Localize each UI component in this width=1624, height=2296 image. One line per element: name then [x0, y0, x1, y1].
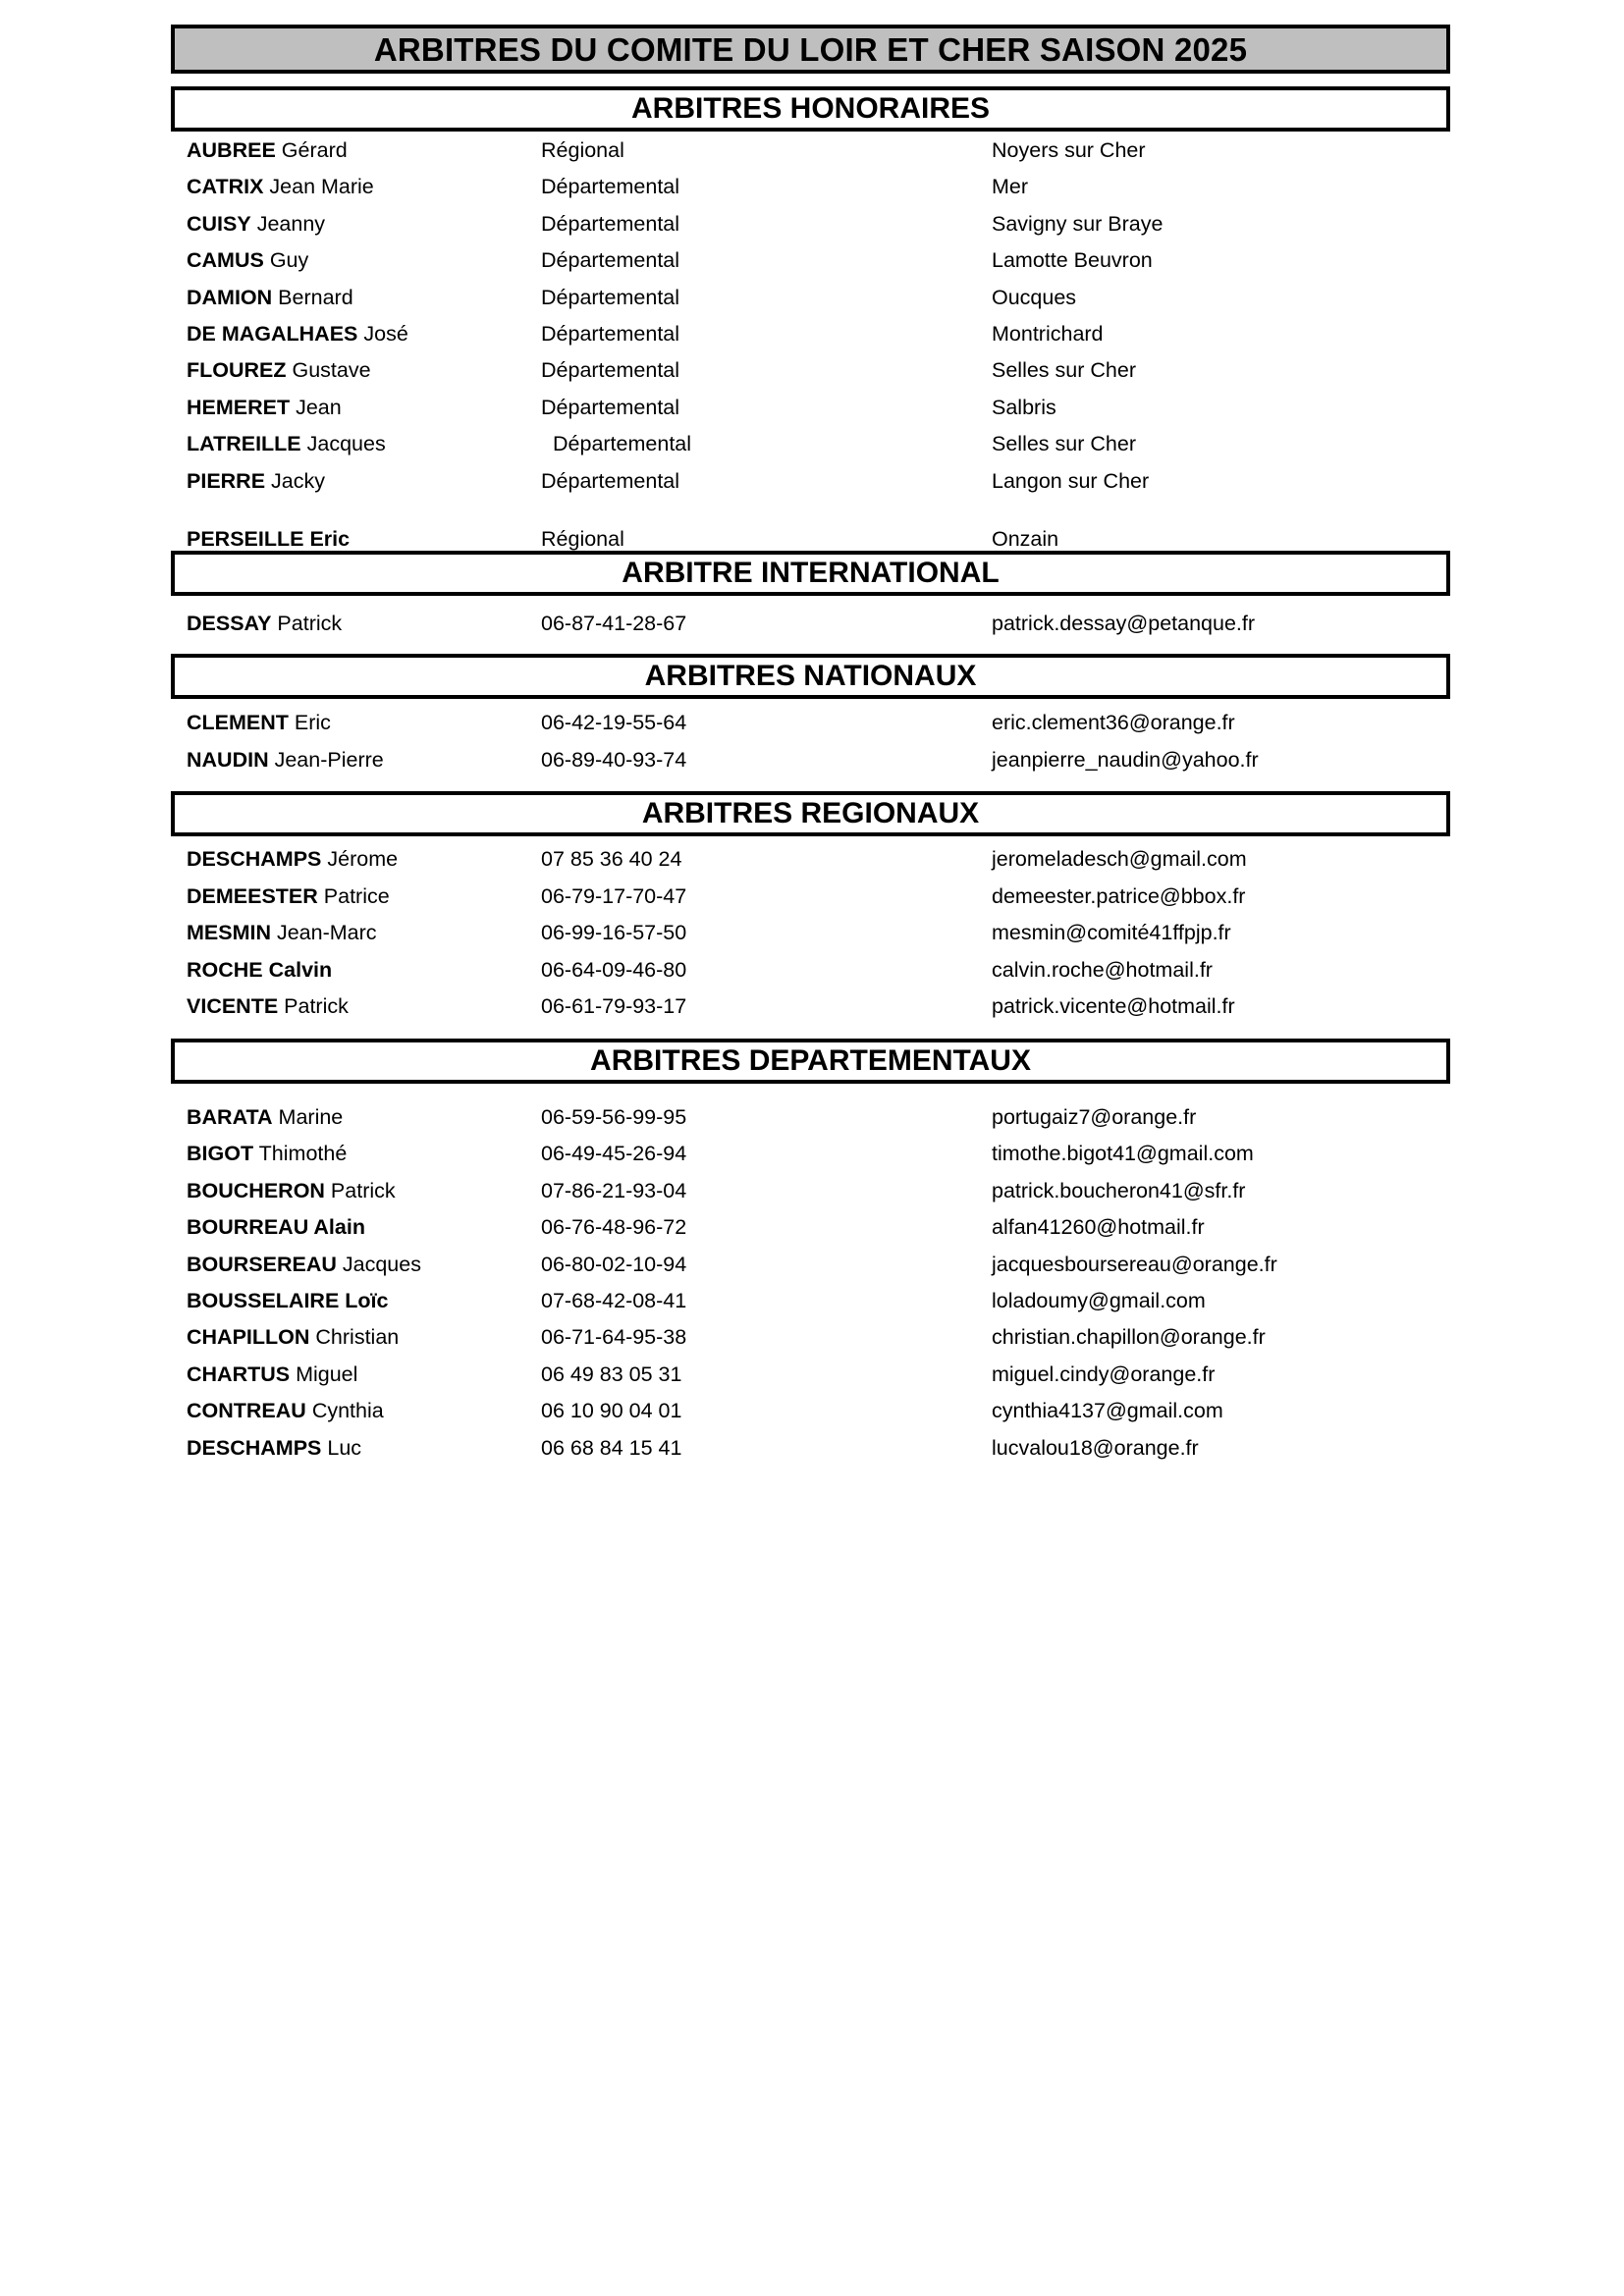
referee-lastname: VICENTE [187, 994, 279, 1019]
referee-email: cynthia4137@gmail.com [992, 1399, 1223, 1423]
referee-lastname: MESMIN [187, 921, 271, 945]
referee-phone: 06-61-79-93-17 [541, 994, 687, 1019]
referee-level: Départemental [553, 432, 692, 456]
referee-level: Départemental [541, 175, 680, 199]
referee-name [187, 745, 384, 774]
table-row [0, 844, 1624, 874]
referee-name [187, 355, 371, 385]
referee-name [187, 609, 342, 638]
referee-lastname: CATRIX [187, 175, 264, 199]
document-title-banner [171, 25, 1450, 74]
table-row [0, 708, 1624, 737]
referee-lastname: DAMION [187, 285, 273, 309]
referee-lastname: AUBREE [187, 138, 276, 162]
referee-name [187, 393, 342, 422]
page-title: ARBITRES DU COMITE DU LOIR ET CHER SAISON 2025 [373, 30, 1248, 68]
referee-phone: 06 68 84 15 41 [541, 1435, 682, 1460]
referee-name [187, 135, 348, 165]
referee-lastname: NAUDIN [187, 747, 269, 772]
referee-firstname: Patrick [278, 994, 349, 1019]
referee-firstname: Gérard [275, 138, 348, 162]
table-row [0, 991, 1624, 1021]
referee-town: Lamotte Beuvron [992, 248, 1153, 273]
referee-name [187, 881, 390, 911]
referee-lastname: DESSAY [187, 612, 272, 635]
referee-firstname: Jacky [265, 468, 325, 493]
referee-town: Onzain [992, 527, 1059, 551]
referee-phone: 06-89-40-93-74 [541, 747, 687, 772]
referee-level: Départemental [541, 358, 680, 383]
referee-phone: 06-42-19-55-64 [541, 711, 687, 734]
referee-name [187, 1360, 357, 1389]
referee-lastname: CUISY [187, 211, 251, 236]
referee-email: demeester.patrice@bbox.fr [992, 883, 1246, 908]
referee-town: Savigny sur Braye [992, 211, 1164, 236]
referee-email: jeanpierre_naudin@yahoo.fr [992, 747, 1259, 772]
table-row [0, 1396, 1624, 1425]
referee-email: miguel.cindy@orange.fr [992, 1362, 1216, 1386]
referee-lastname: CHAPILLON [187, 1325, 310, 1350]
table-row [0, 745, 1624, 774]
referee-lastname: HEMERET [187, 395, 291, 419]
referee-town: Mer [992, 175, 1029, 199]
referee-phone: 06-99-16-57-50 [541, 921, 687, 945]
section-header-label: ARBITRES REGIONAUX [641, 797, 980, 829]
table-row [0, 1286, 1624, 1315]
referee-name [187, 524, 350, 554]
table-row [0, 1250, 1624, 1279]
table-row [0, 466, 1624, 496]
referee-lastname: PIERRE [187, 468, 266, 493]
referee-phone: 06-49-45-26-94 [541, 1142, 687, 1166]
referee-name [187, 1433, 361, 1463]
referee-town: Selles sur Cher [992, 358, 1136, 383]
referee-firstname: Jean-Marc [271, 921, 377, 945]
referee-name [187, 844, 398, 874]
table-row [0, 283, 1624, 312]
referee-lastname: BARATA [187, 1105, 273, 1129]
referee-name [187, 1212, 365, 1242]
referee-lastname: DE MAGALHAES [187, 322, 358, 346]
referee-firstname: Christian [309, 1325, 400, 1350]
referee-firstname: Thimothé [253, 1142, 348, 1166]
referee-name [187, 1322, 399, 1352]
referee-email: alfan41260@hotmail.fr [992, 1215, 1205, 1240]
referee-email: portugaiz7@orange.fr [992, 1105, 1197, 1129]
referee-email: patrick.boucheron41@sfr.fr [992, 1178, 1246, 1202]
referee-firstname: Alain [308, 1215, 365, 1240]
referee-phone: 06-71-64-95-38 [541, 1325, 687, 1350]
referee-name [187, 955, 332, 985]
referee-level: Départemental [541, 395, 680, 419]
referee-name [187, 466, 325, 496]
referee-phone: 06-64-09-46-80 [541, 957, 687, 982]
referee-town: Oucques [992, 285, 1077, 309]
referee-lastname: DESCHAMPS [187, 847, 322, 871]
referee-email: patrick.vicente@hotmail.fr [992, 994, 1235, 1019]
referee-name [187, 918, 377, 947]
referee-email: mesmin@comité41ffpjp.fr [992, 921, 1231, 945]
section-header-label: ARBITRE INTERNATIONAL [622, 557, 1000, 589]
referee-name [187, 1102, 343, 1132]
referee-phone: 06 49 83 05 31 [541, 1362, 682, 1386]
referee-town: Langon sur Cher [992, 468, 1150, 493]
referee-firstname: Eric [303, 527, 351, 551]
referee-email: lucvalou18@orange.fr [992, 1435, 1199, 1460]
table-row [0, 429, 1624, 458]
table-row [0, 172, 1624, 201]
referee-phone: 06-76-48-96-72 [541, 1215, 687, 1240]
referee-name [187, 172, 374, 201]
referee-firstname: Jeanny [250, 211, 326, 236]
referee-firstname: Jacques [336, 1252, 421, 1276]
referee-town: Montrichard [992, 322, 1104, 346]
referee-town: Selles sur Cher [992, 432, 1136, 456]
table-row [0, 955, 1624, 985]
referee-phone: 06-59-56-99-95 [541, 1105, 687, 1129]
referee-lastname: BOURSEREAU [187, 1252, 337, 1276]
referee-town: Noyers sur Cher [992, 138, 1146, 162]
referee-level: Départemental [541, 248, 680, 273]
table-row [0, 1433, 1624, 1463]
referee-lastname: CLEMENT [187, 711, 289, 734]
referee-lastname: BIGOT [187, 1142, 254, 1166]
referee-email: calvin.roche@hotmail.fr [992, 957, 1213, 982]
referee-phone: 07-68-42-08-41 [541, 1289, 687, 1312]
referee-name [187, 319, 408, 348]
referee-lastname: DESCHAMPS [187, 1435, 322, 1460]
referee-town: Salbris [992, 395, 1056, 419]
referee-email: eric.clement36@orange.fr [992, 711, 1235, 734]
table-row [0, 209, 1624, 239]
table-row [0, 609, 1624, 638]
referee-name [187, 283, 353, 312]
referee-level: Régional [541, 527, 624, 551]
referee-firstname: Jean [290, 395, 342, 419]
referee-lastname: PERSEILLE [187, 527, 304, 551]
referee-lastname: BOUSSELAIRE [187, 1289, 340, 1312]
table-row [0, 319, 1624, 348]
referee-lastname: BOURREAU [187, 1215, 309, 1240]
referee-email: jeromeladesch@gmail.com [992, 847, 1247, 871]
referee-name [187, 1286, 388, 1315]
referee-firstname: Jérome [321, 847, 399, 871]
referee-firstname: José [357, 322, 408, 346]
referee-lastname: CONTREAU [187, 1399, 306, 1423]
referee-lastname: CAMUS [187, 248, 264, 273]
section-header-nationaux [171, 654, 1450, 699]
referee-firstname: Guy [263, 248, 309, 273]
table-row [0, 393, 1624, 422]
referee-phone: 06-80-02-10-94 [541, 1252, 687, 1276]
referee-level: Départemental [541, 211, 680, 236]
referee-name [187, 429, 386, 458]
table-row [0, 1176, 1624, 1205]
table-row [0, 1102, 1624, 1132]
table-row [0, 1212, 1624, 1242]
referee-phone: 07-86-21-93-04 [541, 1178, 687, 1202]
referee-name [187, 245, 308, 275]
referee-email: loladoumy@gmail.com [992, 1289, 1206, 1312]
referee-lastname: BOUCHERON [187, 1178, 325, 1202]
referee-name [187, 1139, 347, 1168]
referee-firstname: Jean-Pierre [268, 747, 384, 772]
referee-lastname: ROCHE [187, 957, 263, 982]
referee-lastname: LATREILLE [187, 432, 301, 456]
table-row [0, 1322, 1624, 1352]
table-row [0, 881, 1624, 911]
table-row [0, 355, 1624, 385]
section-header-label: ARBITRES NATIONAUX [644, 660, 977, 692]
table-row [0, 1139, 1624, 1168]
referee-firstname: Jean Marie [263, 175, 374, 199]
referee-email: christian.chapillon@orange.fr [992, 1325, 1266, 1350]
referee-lastname: FLOUREZ [187, 358, 287, 383]
section-header-international [171, 551, 1450, 596]
referee-firstname: Patrick [324, 1178, 396, 1202]
referee-firstname: Cynthia [305, 1399, 384, 1423]
table-row [0, 524, 1624, 554]
referee-level: Départemental [541, 285, 680, 309]
referee-phone: 06 10 90 04 01 [541, 1399, 682, 1423]
section-header-label: ARBITRES HONORAIRES [630, 92, 991, 125]
referee-firstname: Miguel [290, 1362, 358, 1386]
referee-firstname: Calvin [262, 957, 333, 982]
section-header-departementaux [171, 1039, 1450, 1084]
referee-level: Départemental [541, 322, 680, 346]
section-header-honoraires [171, 86, 1450, 132]
referee-firstname: Eric [288, 711, 331, 734]
referee-name [187, 1250, 421, 1279]
table-row [0, 245, 1624, 275]
referee-firstname: Gustave [286, 358, 371, 383]
referee-name [187, 1176, 396, 1205]
referee-firstname: Loïc [339, 1289, 389, 1312]
referee-name [187, 209, 325, 239]
referee-name [187, 991, 349, 1021]
referee-email: timothe.bigot41@gmail.com [992, 1142, 1254, 1166]
referee-firstname: Patrice [317, 883, 390, 908]
referee-name [187, 708, 331, 737]
referee-email: patrick.dessay@petanque.fr [992, 612, 1256, 635]
referee-lastname: DEMEESTER [187, 883, 318, 908]
referee-firstname: Marine [272, 1105, 344, 1129]
referee-phone: 07 85 36 40 24 [541, 847, 682, 871]
section-header-regionaux [171, 791, 1450, 836]
section-header-label: ARBITRES DEPARTEMENTAUX [590, 1044, 1031, 1077]
referee-lastname: CHARTUS [187, 1362, 291, 1386]
table-row [0, 135, 1624, 165]
referee-level: Régional [541, 138, 624, 162]
referee-name [187, 1396, 384, 1425]
referee-phone: 06-87-41-28-67 [541, 612, 687, 635]
referee-level: Départemental [541, 468, 680, 493]
table-row [0, 1360, 1624, 1389]
referee-email: jacquesboursereau@orange.fr [992, 1252, 1277, 1276]
referee-firstname: Patrick [271, 612, 343, 635]
referee-firstname: Bernard [272, 285, 353, 309]
referee-firstname: Jacques [300, 432, 386, 456]
referee-phone: 06-79-17-70-47 [541, 883, 687, 908]
table-row [0, 918, 1624, 947]
referee-firstname: Luc [321, 1435, 362, 1460]
